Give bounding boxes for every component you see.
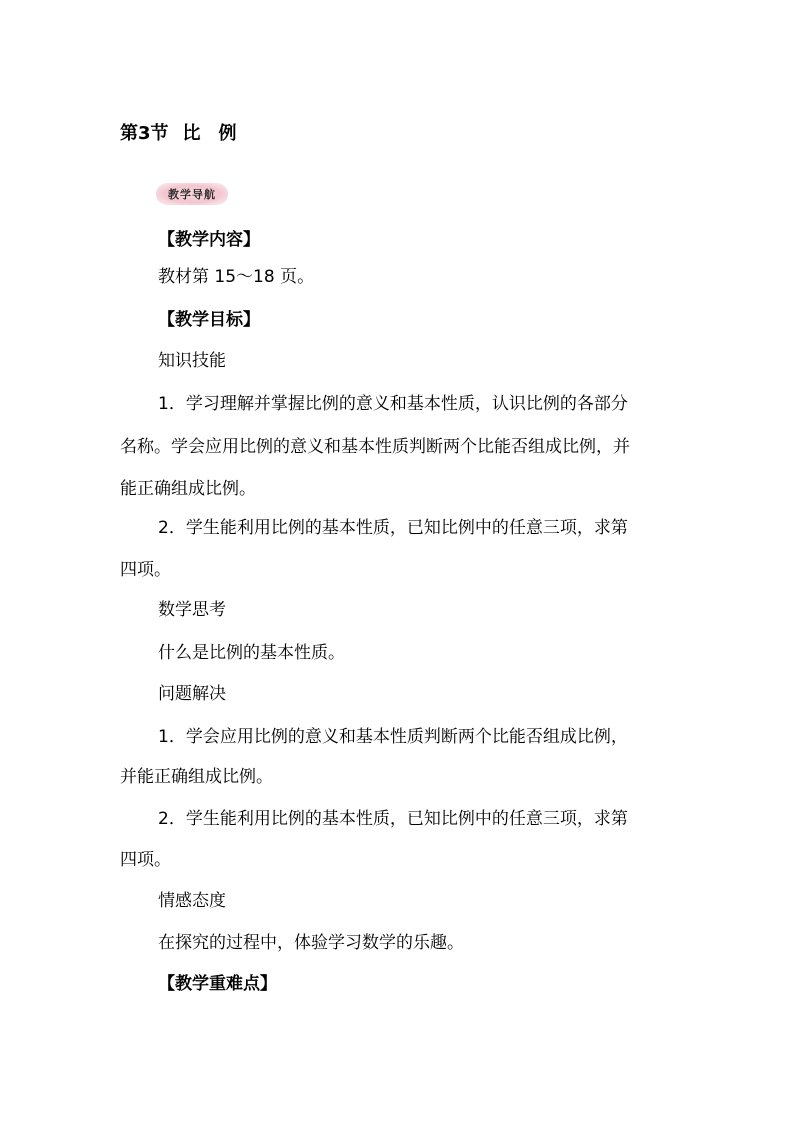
knowledge-heading: 知识技能	[158, 351, 226, 371]
knowledge-item-2-line-1: 2．学生能利用比例的基本性质，已知比例中的任意三项，求第	[158, 518, 628, 538]
problem-heading: 问题解决	[158, 684, 226, 704]
keypoints-heading: 【教学重难点】	[158, 974, 277, 994]
section-title-char-2: 例	[218, 123, 237, 144]
content-text: 教材第 15～18 页。	[158, 267, 315, 287]
section-number: 第3节	[120, 123, 169, 144]
goals-heading: 【教学目标】	[158, 310, 260, 330]
section-title	[120, 123, 237, 145]
thinking-text: 什么是比例的基本性质。	[158, 643, 345, 663]
section-title-char-1: 比	[182, 123, 201, 144]
emotion-text: 在探究的过程中，体验学习数学的乐趣。	[158, 933, 464, 953]
thinking-heading: 数学思考	[158, 600, 226, 620]
problem-item-2-line-1: 2．学生能利用比例的基本性质，已知比例中的任意三项，求第	[158, 809, 628, 829]
emotion-heading: 情感态度	[158, 891, 226, 911]
problem-item-1-line-2: 并能正确组成比例。	[120, 767, 273, 787]
knowledge-item-1-line-2: 名称。学会应用比例的意义和基本性质判断两个比能否组成比例，并	[120, 437, 630, 457]
knowledge-item-1-line-1: 1．学习理解并掌握比例的意义和基本性质，认识比例的各部分	[158, 394, 628, 414]
teaching-nav-badge: 教学导航	[156, 183, 228, 205]
problem-item-2-line-2: 四项。	[120, 850, 171, 870]
knowledge-item-2-line-2: 四项。	[120, 560, 171, 580]
content-heading: 【教学内容】	[158, 230, 260, 250]
knowledge-item-1-line-3: 能正确组成比例。	[120, 479, 256, 499]
problem-item-1-line-1: 1．学会应用比例的意义和基本性质判断两个比能否组成比例，	[158, 727, 628, 747]
